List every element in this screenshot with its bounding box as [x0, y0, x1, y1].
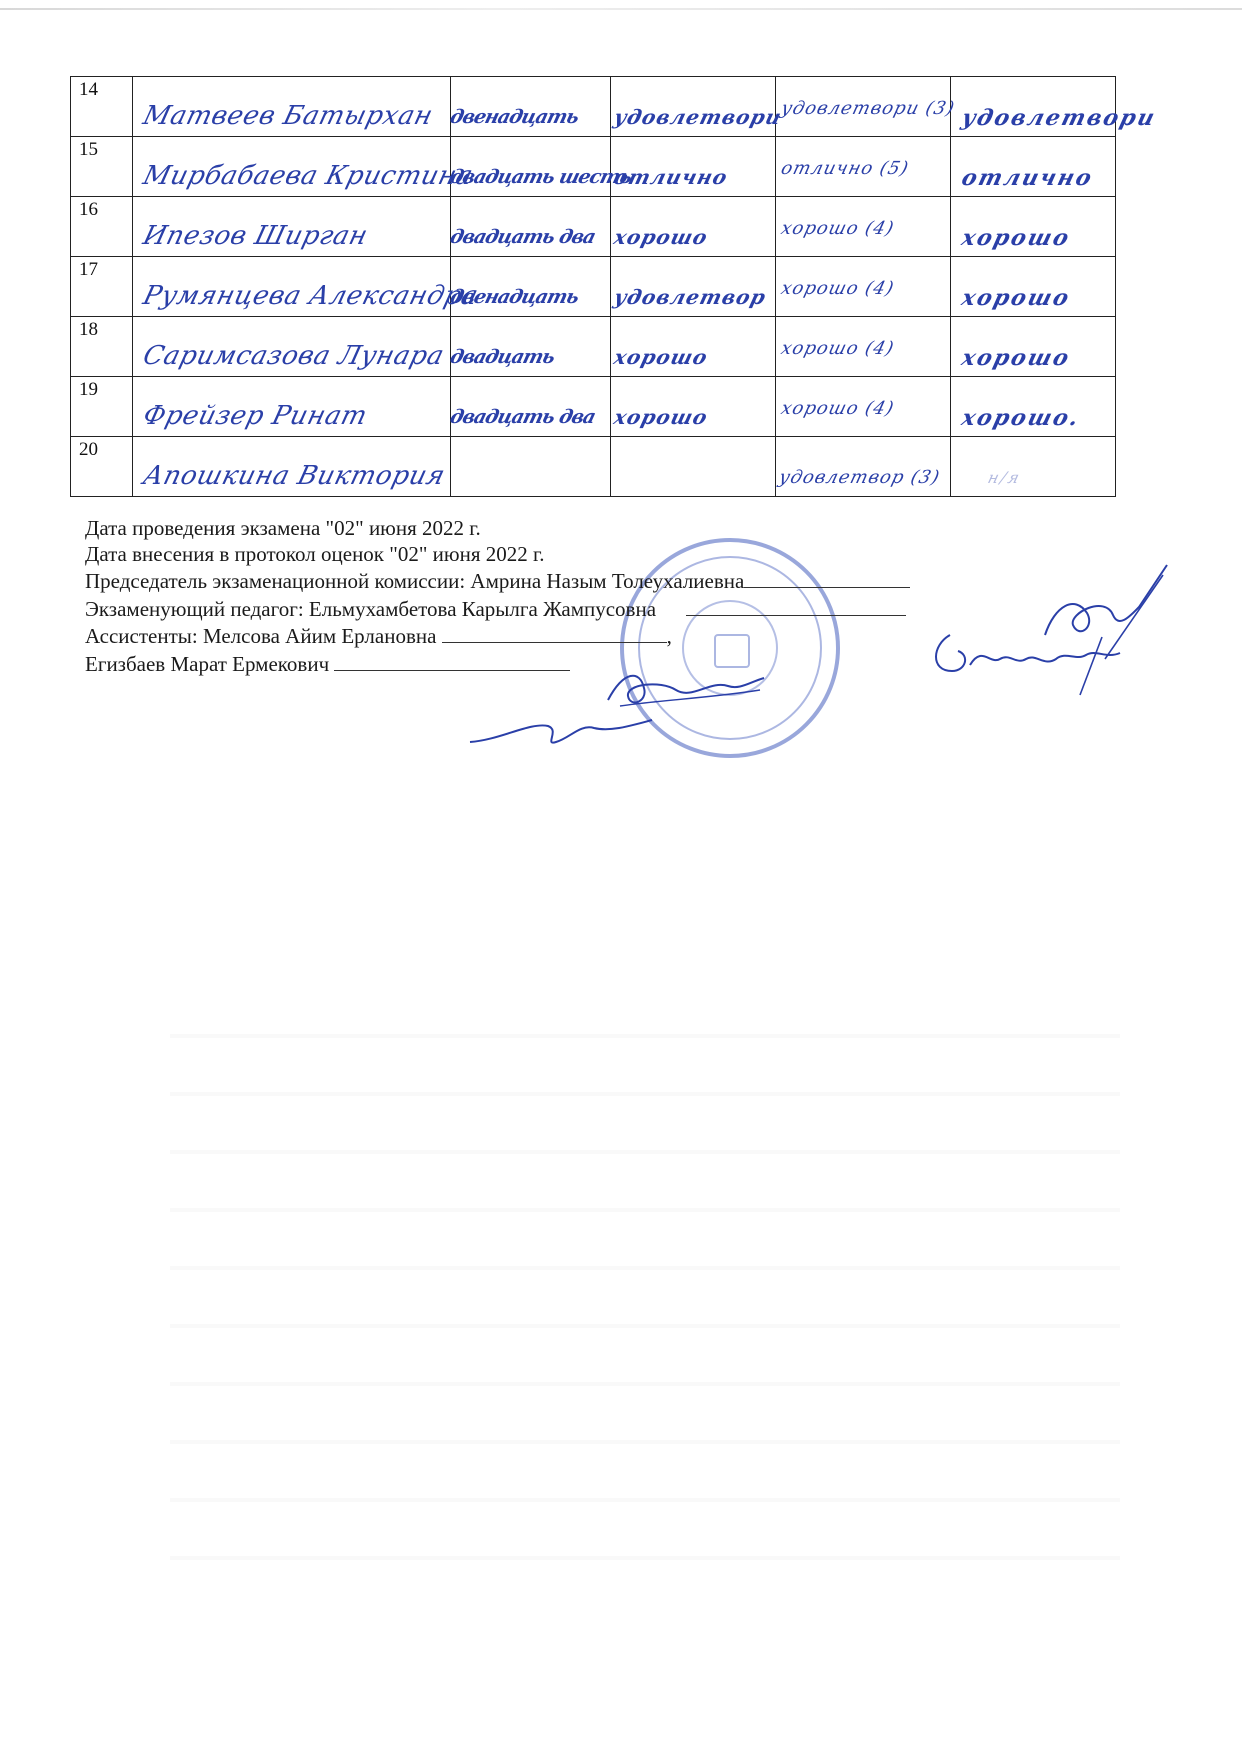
final-grade: хорошо: [959, 344, 1074, 371]
exam-grade: удовлетвори (3): [778, 98, 958, 119]
table-row: [71, 317, 1116, 377]
final-grade-cell: [951, 377, 1116, 437]
exam-grade: хорошо (4): [778, 398, 897, 419]
score-words-cell: [447, 137, 634, 197]
exam-grade-cell: [776, 437, 951, 497]
row-number: 16: [71, 197, 133, 257]
score-words: двадцать два: [447, 225, 598, 248]
score-words-cell: [447, 197, 611, 257]
score-words-cell: [447, 257, 611, 317]
final-grade-cell: [951, 77, 1159, 137]
assistants-text: Ассистенты: Мелсова Айим Ерлановна: [85, 624, 437, 648]
grade-cell: [611, 437, 776, 497]
student-name: Матвеев Батырхан: [140, 100, 436, 131]
score-words: [449, 457, 613, 477]
grade-text: хорошо: [611, 404, 711, 429]
row-number: 20: [71, 437, 133, 497]
grade-cell: [611, 77, 785, 137]
bleed-through-background: [170, 980, 1120, 1600]
final-grade: удовлетвори: [959, 104, 1159, 131]
exam-date-line: Дата проведения экзамена "02" июня 2022 г.: [85, 516, 481, 540]
row-number: 18: [71, 317, 133, 377]
final-grade: отлично: [959, 164, 1096, 191]
examiner-line: [85, 595, 910, 623]
exam-footer: [85, 516, 910, 677]
table-row: [71, 437, 1116, 497]
student-name-cell: [133, 377, 451, 437]
row-number: 14: [71, 77, 133, 137]
student-name: Фрейзер Ринат: [140, 400, 371, 431]
student-name-cell: [133, 317, 451, 377]
grade-cell: [611, 317, 776, 377]
score-words: двадцать: [447, 345, 557, 368]
score-words: двадцать два: [447, 405, 598, 428]
final-grade-cell: [951, 137, 1116, 197]
student-name-cell: [133, 197, 451, 257]
grade-text: хорошо: [611, 224, 711, 249]
score-words-cell: [447, 377, 611, 437]
exam-grade-cell: [776, 197, 951, 257]
table-row: [71, 257, 1116, 317]
chairman-signature-line: [744, 567, 910, 588]
student-name: Ипезов Ширган: [140, 220, 371, 251]
row-number: 15: [71, 137, 133, 197]
grade-cell: [611, 197, 776, 257]
grade-text: удовлетвор: [611, 284, 769, 309]
examiner-signature-line: [686, 595, 906, 616]
chairman-signature: [1035, 555, 1175, 665]
score-words-cell: [447, 317, 611, 377]
exam-grade-cell: [776, 257, 951, 317]
grade-cell: [611, 137, 776, 197]
final-grade-cell: [951, 437, 1116, 497]
student-name-cell: [133, 437, 451, 497]
exam-grade: удовлетвор (3): [776, 467, 943, 488]
final-grade: хорошо.: [959, 404, 1083, 431]
score-words: двадцать шесть: [447, 165, 634, 188]
student-name-cell: [133, 77, 451, 137]
student-name: Саримсазова Лунара: [140, 340, 448, 371]
grade-text: хорошо: [611, 344, 711, 369]
exam-grade: хорошо (4): [778, 218, 897, 239]
assistant2-line: [85, 650, 910, 678]
exam-grade-cell: [776, 137, 951, 197]
final-grade-cell: [951, 257, 1116, 317]
score-words: двенадцать: [447, 105, 581, 128]
grade-text: отлично: [611, 164, 731, 189]
exam-grade: отлично (5): [778, 158, 912, 179]
scan-top-edge: [0, 8, 1242, 10]
chairman-text: Председатель экзаменационной комиссии: Амрина Назым Толеухалиевна: [85, 569, 745, 593]
student-name: Апошкина Виктория: [140, 460, 449, 491]
exam-grade: хорошо (4): [778, 278, 897, 299]
examiner-text: Экзаменующий педагог: Ельмухамбетова Карылга Жампусовна: [85, 596, 657, 621]
grade-cell: [611, 257, 776, 317]
table-row: [71, 197, 1116, 257]
assistant2-text: Егизбаев Марат Ермекович: [85, 651, 330, 676]
student-name-cell: [133, 137, 477, 197]
score-words-cell: [451, 437, 611, 497]
student-name-cell: [133, 257, 482, 317]
grades-table: [70, 76, 1159, 497]
student-name: Мирбабаева Кристина: [140, 160, 477, 191]
row-number: 17: [71, 257, 133, 317]
table-row: [71, 137, 1116, 197]
exam-grade: хорошо (4): [778, 338, 897, 359]
table-row: [71, 77, 1116, 137]
final-grade-cell: [951, 317, 1116, 377]
chairman-line: [85, 567, 910, 595]
protocol-date-line: Дата внесения в протокол оценок "02" июня 2022 г.: [85, 541, 545, 566]
grade-cell: [611, 377, 776, 437]
score-words: двенадцать: [447, 285, 581, 308]
examiner-signature: [930, 615, 1130, 710]
assistants-line: [85, 622, 910, 650]
student-name: Румянцева Александра: [140, 280, 482, 311]
exam-grade-cell: [776, 377, 951, 437]
final-grade: хорошо: [959, 224, 1074, 251]
final-grade: хорошо: [959, 284, 1074, 311]
grade-text: [609, 457, 778, 477]
score-words-cell: [447, 77, 611, 137]
assistant-signature-line: [442, 622, 667, 643]
exam-grade-cell: [776, 77, 958, 137]
assistant-comma: ,: [666, 624, 672, 648]
final-grade: н/я: [985, 468, 1024, 487]
assistant2-signature: [460, 712, 660, 752]
exam-grade-cell: [776, 317, 951, 377]
grade-text: удовлетвори: [611, 104, 785, 129]
table-row: [71, 377, 1116, 437]
final-grade-cell: [951, 197, 1116, 257]
assistant2-signature-line: [334, 650, 570, 671]
row-number: 19: [71, 377, 133, 437]
